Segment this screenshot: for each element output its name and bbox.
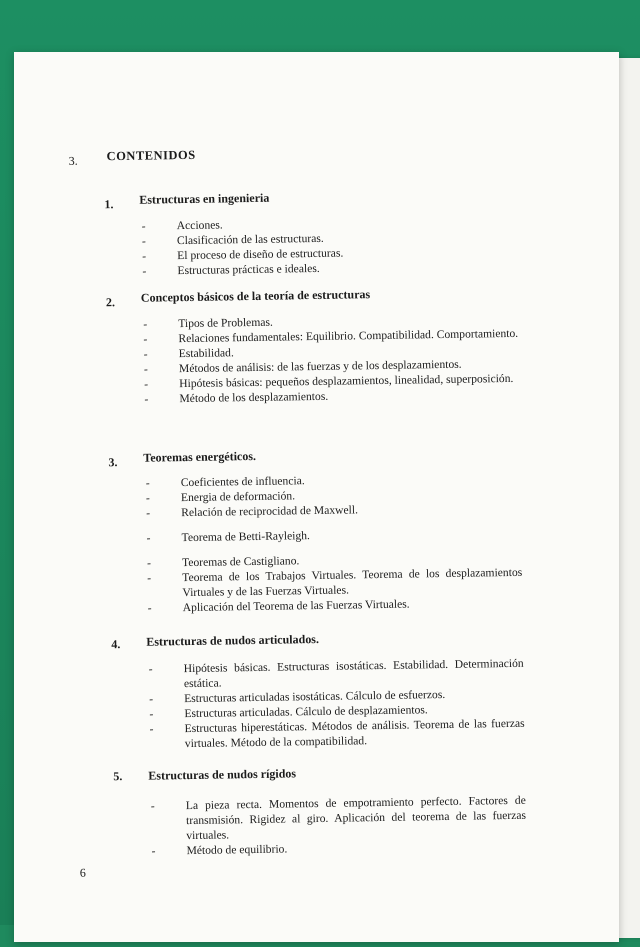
subsection-2-title: Conceptos básicos de la teoría de estructuras bbox=[140, 287, 371, 305]
list-item: - Coeficientes de influencia. bbox=[145, 474, 305, 490]
list-item: - Acciones. bbox=[141, 218, 223, 233]
subsection-4-number: 4. bbox=[111, 637, 121, 652]
subsection-3-title: Teoremas energéticos. bbox=[143, 448, 257, 465]
subsection-1-title: Estructuras en ingenieria bbox=[139, 190, 270, 207]
list-item: - Tipos de Problemas. bbox=[143, 315, 273, 331]
page-number: 6 bbox=[79, 865, 86, 880]
list-item: - Teorema de los Trabajos Virtuales. Teorema de los desplazamientos Virtuales y de las Fuerzas Virtuales. bbox=[147, 565, 523, 600]
list-item: - Relaciones fundamentales: Equilibrio. Compatibilidad. Comportamiento. bbox=[143, 326, 519, 346]
subsection-3-items bbox=[14, 468, 621, 617]
list-item: - Hipótesis básicas: pequeños desplazamientos, linealidad, superposición. bbox=[144, 371, 514, 391]
subsection-3-number: 3. bbox=[108, 455, 118, 470]
list-item: - Estructuras articuladas. Cálculo de desplazamientos. bbox=[149, 703, 428, 721]
list-item: - El proceso de diseño de estructuras. bbox=[142, 246, 344, 263]
subsection-2-number: 2. bbox=[105, 295, 116, 310]
subsection-5-number: 5. bbox=[113, 769, 123, 784]
list-item: - Método de los desplazamientos. bbox=[144, 389, 329, 406]
list-item: - Método de equilibrio. bbox=[151, 842, 288, 858]
list-item: - Estructuras prácticas e ideales. bbox=[142, 261, 320, 278]
subsection-5-items bbox=[19, 791, 625, 860]
subsection-4-title: Estructuras de nudos articulados. bbox=[146, 631, 320, 649]
list-item: - Relación de reciprocidad de Maxwell. bbox=[146, 503, 359, 520]
subsection-4-items bbox=[17, 654, 623, 753]
list-item: - Hipótesis básicas. Estructuras isostáticas. Estabilidad. Determinación estática. bbox=[148, 656, 524, 691]
subsection-2-items bbox=[11, 309, 617, 408]
section-number: 3. bbox=[68, 153, 78, 168]
list-item: - Aplicación del Teorema de las Fuerzas Virtuales. bbox=[147, 597, 410, 615]
list-item: - Estructuras articuladas isostáticas. Cálculo de esfuerzos. bbox=[149, 688, 446, 706]
subsection-5-title: Estructuras de nudos rígidos bbox=[148, 766, 297, 783]
list-item: - Teoremas de Castigliano. bbox=[146, 554, 300, 570]
list-item: - Estructuras hiperestáticas. Métodos de análisis. Teorema de las fuerzas virtuales. Método de la compatibilidad. bbox=[149, 716, 525, 751]
list-item: - Teorema de Betti-Rayleigh. bbox=[146, 529, 311, 545]
document-page bbox=[14, 52, 619, 942]
list-item: - Estabilidad. bbox=[143, 346, 234, 361]
subsection-1-number: 1. bbox=[104, 197, 114, 212]
list-item: - Clasificación de las estructuras. bbox=[141, 231, 324, 248]
list-item: - La pieza recta. Momentos de empotramiento perfecto. Factores de transmisión. Rigidez al giro. Aplicación del teorema de las fuerzas virtuales. bbox=[150, 793, 527, 843]
subsection-1-items bbox=[10, 211, 616, 280]
list-item: - Energia de deformación. bbox=[145, 489, 296, 505]
section-title: CONTENIDOS bbox=[106, 147, 196, 164]
list-item: - Métodos de análisis: de las fuerzas y de los desplazamientos. bbox=[143, 357, 462, 376]
